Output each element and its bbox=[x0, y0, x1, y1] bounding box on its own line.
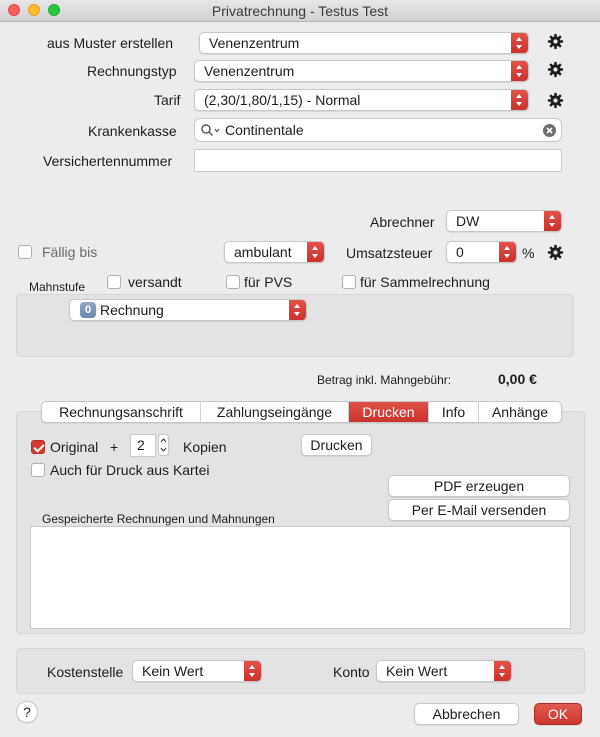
saved-invoices-label: Gespeicherte Rechnungen und Mahnungen bbox=[42, 512, 275, 526]
konto-popup[interactable] bbox=[376, 660, 512, 682]
konto-value: Kein Wert bbox=[386, 663, 448, 679]
chevron-updown-icon bbox=[511, 32, 528, 54]
konto-label: Konto bbox=[333, 664, 370, 680]
cancel-button[interactable]: Abbrechen bbox=[414, 703, 519, 725]
pdf-button[interactable]: PDF erzeugen bbox=[388, 475, 570, 497]
muster-popup[interactable] bbox=[199, 32, 529, 54]
behandlung-popup[interactable] bbox=[224, 241, 325, 263]
rechnungstyp-value: Venenzentrum bbox=[204, 63, 295, 79]
chevron-updown-icon bbox=[494, 660, 511, 682]
search-icon bbox=[201, 124, 221, 137]
chevron-updown-icon bbox=[244, 660, 261, 682]
versichertennummer-field[interactable] bbox=[194, 149, 562, 172]
pvs-checkbox[interactable] bbox=[226, 275, 240, 289]
betrag-value: 0,00 € bbox=[498, 371, 537, 387]
gear-icon[interactable] bbox=[547, 61, 564, 78]
copies-field[interactable]: 2 bbox=[130, 434, 156, 457]
tab-info[interactable]: Info bbox=[429, 402, 479, 422]
chevron-updown-icon bbox=[499, 241, 516, 263]
tab-zahlungseingaenge[interactable]: Zahlungseingänge bbox=[201, 402, 349, 422]
original-label: Original bbox=[50, 439, 99, 455]
chevron-updown-icon bbox=[511, 60, 528, 82]
email-button[interactable]: Per E-Mail versenden bbox=[388, 499, 570, 521]
original-checkbox[interactable] bbox=[31, 440, 45, 454]
gear-icon[interactable] bbox=[547, 92, 564, 109]
kartei-label: Auch für Druck aus Kartei bbox=[50, 462, 210, 478]
behandlung-value: ambulant bbox=[234, 244, 292, 260]
krankenkasse-search-field[interactable] bbox=[194, 118, 562, 142]
pvs-label: für PVS bbox=[244, 274, 293, 290]
chevron-updown-icon bbox=[307, 241, 324, 263]
copies-stepper[interactable] bbox=[158, 434, 169, 456]
gear-icon[interactable] bbox=[547, 244, 564, 261]
abrechner-label: Abrechner bbox=[370, 214, 435, 230]
umsatzsteuer-popup[interactable] bbox=[446, 241, 517, 263]
umsatzsteuer-value: 0 bbox=[456, 244, 464, 260]
kostenstelle-value: Kein Wert bbox=[142, 663, 204, 679]
abrechner-popup[interactable] bbox=[446, 210, 562, 232]
chevron-updown-icon bbox=[544, 210, 561, 232]
title-bar bbox=[0, 0, 600, 22]
percent-sign: % bbox=[522, 245, 535, 261]
mahnstufe-label: Mahnstufe bbox=[29, 280, 86, 294]
tab-drucken[interactable]: Drucken bbox=[349, 402, 429, 422]
tab-rechnungsanschrift[interactable]: Rechnungsanschrift bbox=[42, 402, 201, 422]
versichertennummer-label: Versichertennummer bbox=[43, 153, 173, 169]
kartei-checkbox[interactable] bbox=[31, 463, 45, 477]
mahnstufe-value: Rechnung bbox=[100, 302, 164, 318]
abrechner-value: DW bbox=[456, 213, 480, 229]
tarif-label: Tarif bbox=[154, 92, 181, 108]
window-title: Privatrechnung - Testus Test bbox=[211, 3, 389, 19]
versandt-label: versandt bbox=[128, 274, 182, 290]
clear-icon[interactable] bbox=[543, 124, 556, 137]
mahnstufe-popup[interactable] bbox=[69, 299, 307, 321]
faellig-label: Fällig bis bbox=[42, 244, 98, 260]
chevron-updown-icon bbox=[511, 89, 528, 111]
sammelrechnung-label: für Sammelrechnung bbox=[360, 274, 490, 290]
kopien-label: Kopien bbox=[183, 439, 227, 455]
muster-value: Venenzentrum bbox=[209, 35, 300, 51]
tab-bar bbox=[41, 401, 562, 423]
muster-label: aus Muster erstellen bbox=[47, 35, 174, 51]
gear-icon[interactable] bbox=[547, 33, 564, 50]
umsatzsteuer-label: Umsatzsteuer bbox=[346, 245, 433, 261]
rechnungstyp-label: Rechnungstyp bbox=[87, 63, 177, 79]
tarif-value: (2,30/1,80/1,15) - Normal bbox=[204, 92, 361, 108]
ok-button[interactable]: OK bbox=[534, 703, 582, 725]
krankenkasse-value: Continentale bbox=[225, 122, 304, 138]
versandt-checkbox[interactable] bbox=[107, 275, 121, 289]
faellig-checkbox[interactable] bbox=[18, 245, 32, 259]
help-button[interactable]: ? bbox=[16, 701, 38, 723]
tab-anhaenge[interactable]: Anhänge bbox=[491, 404, 549, 420]
betrag-label: Betrag inkl. Mahngebühr: bbox=[317, 373, 452, 387]
tarif-popup[interactable] bbox=[194, 89, 529, 111]
kostenstelle-label: Kostenstelle bbox=[47, 664, 124, 680]
sammelrechnung-checkbox[interactable] bbox=[342, 275, 356, 289]
mahnstufe-badge: 0 bbox=[80, 302, 96, 318]
rechnungstyp-popup[interactable] bbox=[194, 60, 529, 82]
krankenkasse-label: Krankenkasse bbox=[88, 123, 177, 139]
drucken-button[interactable]: Drucken bbox=[301, 434, 372, 456]
kostenstelle-popup[interactable] bbox=[132, 660, 262, 682]
chevron-updown-icon bbox=[289, 299, 306, 321]
plus-sign: + bbox=[110, 439, 119, 455]
saved-invoices-list[interactable] bbox=[30, 526, 571, 629]
